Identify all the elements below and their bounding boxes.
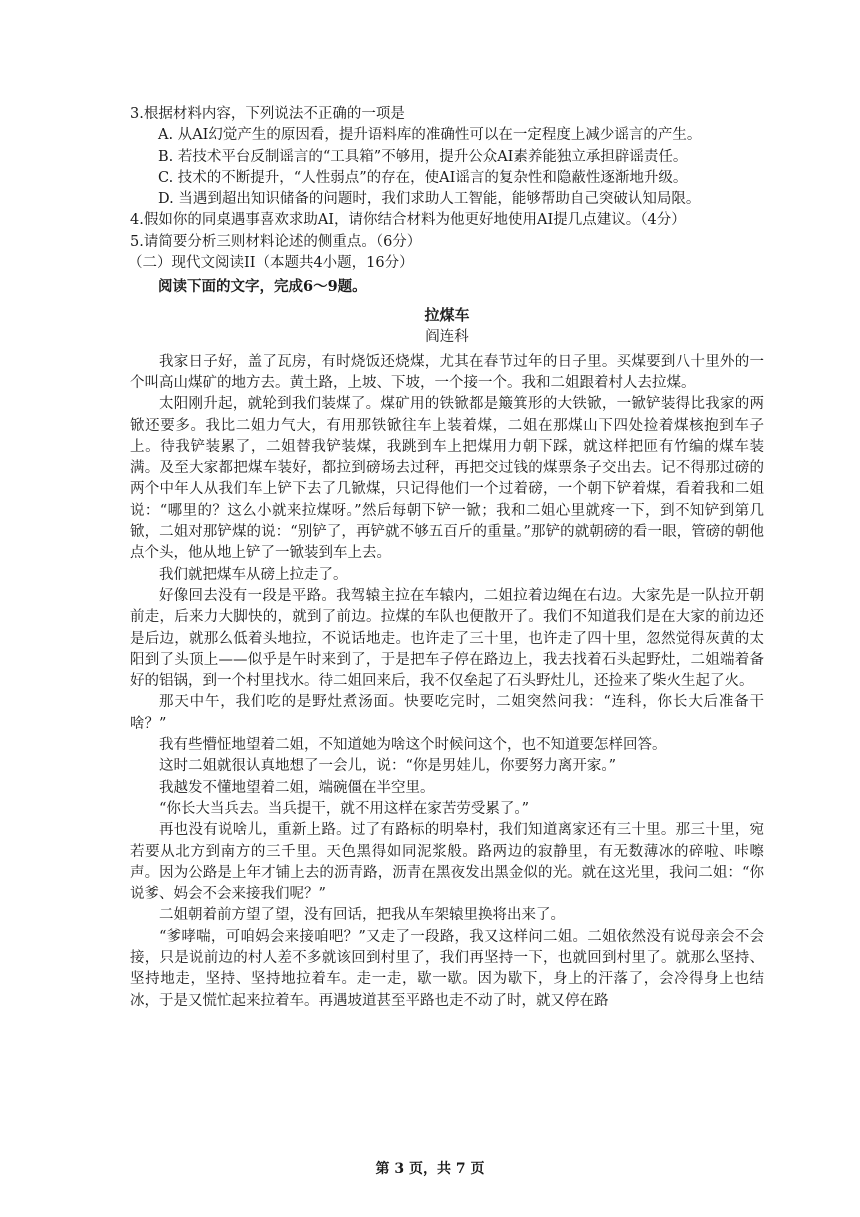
page-footer: 第 3 页，共 7 页 bbox=[375, 1161, 485, 1177]
article-paragraph: 我们就把煤车从磅上拉走了。 bbox=[159, 566, 348, 583]
section-instruction: 阅读下面的文字，完成6～9题。 bbox=[158, 278, 367, 296]
article-body bbox=[130, 352, 764, 1012]
article-paragraph: 好像回去没有一段是平路。我驾辕主拉在车辕内，二姐拉着边绳在右边。大家先是一队拉开朝前走，后来力大脚快的，就到了前边。拉煤的车队也便散开了。我们不知道我们是在大家的前边还是后边，就那么低着头地拉，不说话地走。也许走了三十里，也许走了四十里，忽然觉得灰黄的太阳到了头顶上——似乎是午时来到了，于是把车子停在路边上，我去找着石头起野灶，二姐端着备好的铝锅，到一个村里找水。待二姐回来后，我不仅垒起了石头野灶儿，还捡来了柴火生起了火。 bbox=[130, 587, 764, 690]
article-paragraph: 二姐朝着前方望了望，没有回话，把我从车架辕里换将出来了。 bbox=[159, 907, 565, 924]
article-paragraph: 再也没有说啥儿，重新上路。过了有路标的明皋村，我们知道离家还有三十里。那三十里，宛若要从北方到南方的三千里。天色黑得如同泥浆般。路两边的寂静里，有无数薄冰的碎啦、咔嚓声。因为公路是上年才铺上去的沥青路，沥青在黑夜发出黑金似的光。就在这光里，我问二姐：“你说爹、妈会不会来接我们呢？” bbox=[130, 822, 764, 903]
article-paragraph: 太阳刚升起，就轮到我们装煤了。煤矿用的铁锨都是簸箕形的大铁锨，一锨铲装得比我家的两锨还要多。我比二姐力气大，有用那铁锨往车上装着煤，二姐在那煤山下四处捡着煤核抱到车子上。待我铲装累了，二姐替我铲装煤，我跳到车上把煤用力朝下踩，就这样把匝有竹编的煤车装满。及至大家都把煤车装好，都拉到磅场去过秤，再把交过钱的煤票条子交出去。记不得那过磅的两个中年人从我们车上铲下去了几锨煤，只记得他们一个过着磅，一个朝下铲着煤，看着我和二姐说：“哪里的？这么小就来拉煤呀。”然后每朝下铲一锨；我和二姐心里就疼一下，到不知铲到第几锨，二姐对那铲煤的说：“别铲了，再铲就不够五百斤的重量。”那铲的就朝磅的看一眼，管磅的朝他点个头，他从地上铲了一锨装到车上去。 bbox=[130, 396, 764, 562]
question-3-stem: 3.根据材料内容，下列说法不正确的一项是 bbox=[130, 106, 405, 122]
section-heading: （二）现代文阅读II（本题共4小题，16分） bbox=[128, 255, 414, 272]
question-3-option-c: C. 技术的不断提升，“人性弱点”的存在，使AI谣言的复杂性和隐蔽性逐渐地升级。 bbox=[158, 169, 688, 186]
article-paragraph: 那天中午，我们吃的是野灶煮汤面。快要吃完时，二姐突然问我：“连科，你长大后准备干啥？” bbox=[130, 694, 764, 732]
article-paragraph: 我越发不懂地望着二姐，端碗僵在半空里。 bbox=[159, 779, 435, 796]
article-paragraph: “爹哮喘，可咱妈会来接咱吧？”又走了一段路，我又这样问二姐。二姐依然没有说母亲会不会接，只是说前边的村人差不多就该回到村里了，我们再坚持一下，也就回到村里了。就那么坚持、坚持地走，坚持、坚持地拉着车。走一走，歇一歇。因为歇下，身上的汗落了，会冷得身上也结冰，于是又慌忙起来拉着车。再遇坡道甚至平路也走不动了时，就又停在路 bbox=[130, 928, 764, 1009]
article-title: 拉煤车 bbox=[424, 305, 470, 324]
question-3-option-d: D. 当遇到超出知识储备的问题时，我们求助人工智能，能够帮助自己突破认知局限。 bbox=[158, 191, 701, 208]
article-author: 阎连科 bbox=[425, 328, 469, 345]
question-5-stem: 5.请简要分析三则材料论述的侧重点。（6分） bbox=[130, 233, 422, 250]
article-paragraph: 我有些懵怔地望着二姐，不知道她为啥这个时候问这个，也不知道要怎样回答。 bbox=[159, 737, 667, 754]
article-paragraph: 这时二姐就很认真地想了一会儿，说：“你是男娃儿，你要努力离开家。” bbox=[159, 758, 617, 775]
question-3-option-a: A. 从AI幻觉产生的原因看，提升语料库的准确性可以在一定程度上减少谣言的产生。 bbox=[158, 127, 702, 144]
article-paragraph: “你长大当兵去。当兵提干，就不用这样在家苦劳受累了。” bbox=[159, 800, 530, 817]
question-4-stem: 4.假如你的同桌遇事喜欢求助AI，请你结合材料为他更好地使用AI提几点建议。（4分） bbox=[130, 212, 686, 229]
question-3-option-b: B. 若技术平台反制谣言的“工具箱”不够用，提升公众AI素养能独立承担辟谣责任。 bbox=[158, 148, 688, 165]
article-paragraph: 我家日子好，盖了瓦房，有时烧饭还烧煤，尤其在春节过年的日子里。买煤要到八十里外的一个叫高山煤矿的地方去。黄土路，上坡、下坡，一个接一个。我和二姐跟着村人去拉煤。 bbox=[130, 353, 764, 391]
